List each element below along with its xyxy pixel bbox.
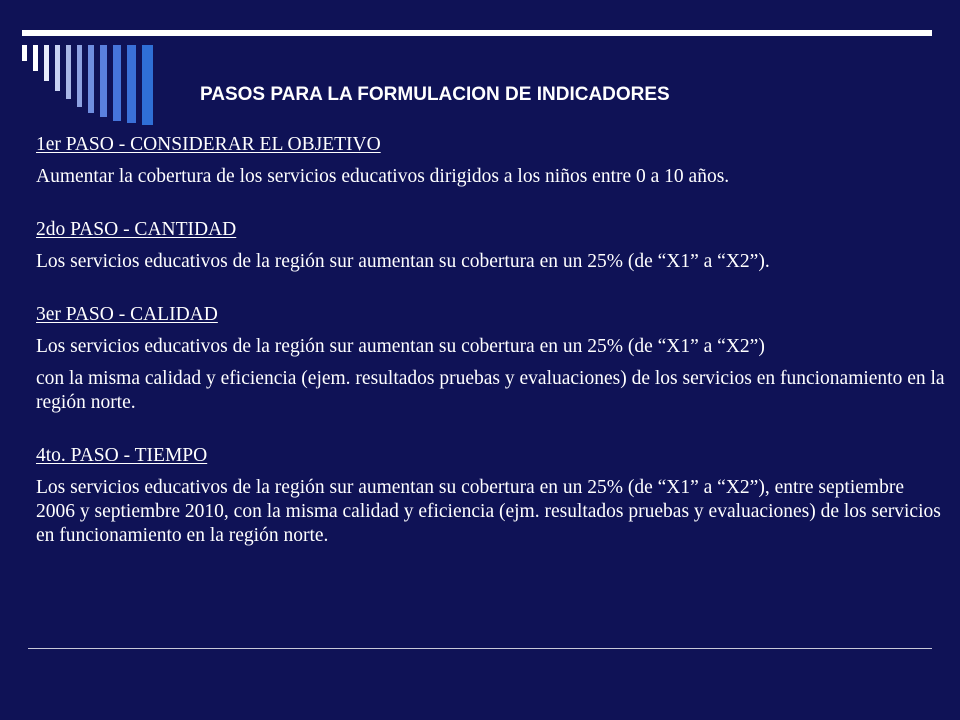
step-1-heading: 1er PASO - CONSIDERAR EL OBJETIVO	[36, 134, 381, 155]
bar-5	[66, 45, 71, 99]
bar-11	[142, 45, 153, 125]
bar-10	[127, 45, 136, 123]
bar-3	[44, 45, 49, 81]
bar-9	[113, 45, 121, 121]
bar-1	[22, 45, 27, 61]
top-rule	[22, 30, 932, 36]
step-3-paragraph-1: Los servicios educativos de la región sur aumentan su cobertura en un 25% (de “X1” a “X2”)	[36, 336, 765, 357]
step-3-paragraph-2: con la misma calidad y eficiencia (ejem. resultados pruebas y evaluaciones) de los servicios en funcionamiento en la región norte.	[36, 368, 945, 413]
step-4-paragraph: Los servicios educativos de la región sur aumentan su cobertura en un 25% (de “X1” a “X2”), entre septiembre 2006 y septiembre 2010, con la misma calidad y eficiencia (ejm. resultados pruebas y evaluaciones) de los servicios en funcionamiento en la región norte.	[36, 477, 941, 546]
slide-content	[36, 133, 946, 548]
slide-title: PASOS PARA LA FORMULACION DE INDICADORES	[200, 84, 670, 105]
bottom-rule	[28, 648, 932, 649]
step-1-paragraph: Aumentar la cobertura de los servicios educativos dirigidos a los niños entre 0 a 10 años.	[36, 166, 730, 187]
bar-6	[77, 45, 82, 107]
step-4-heading: 4to. PASO - TIEMPO	[36, 445, 208, 466]
step-2-paragraph: Los servicios educativos de la región sur aumentan su cobertura en un 25% (de “X1” a “X2”).	[36, 251, 770, 272]
bar-4	[55, 45, 60, 91]
step-3-heading: 3er PASO - CALIDAD	[36, 304, 218, 325]
bar-2	[33, 45, 38, 71]
bar-7	[88, 45, 94, 113]
step-2-heading: 2do PASO - CANTIDAD	[36, 219, 237, 240]
bar-8	[100, 45, 107, 117]
